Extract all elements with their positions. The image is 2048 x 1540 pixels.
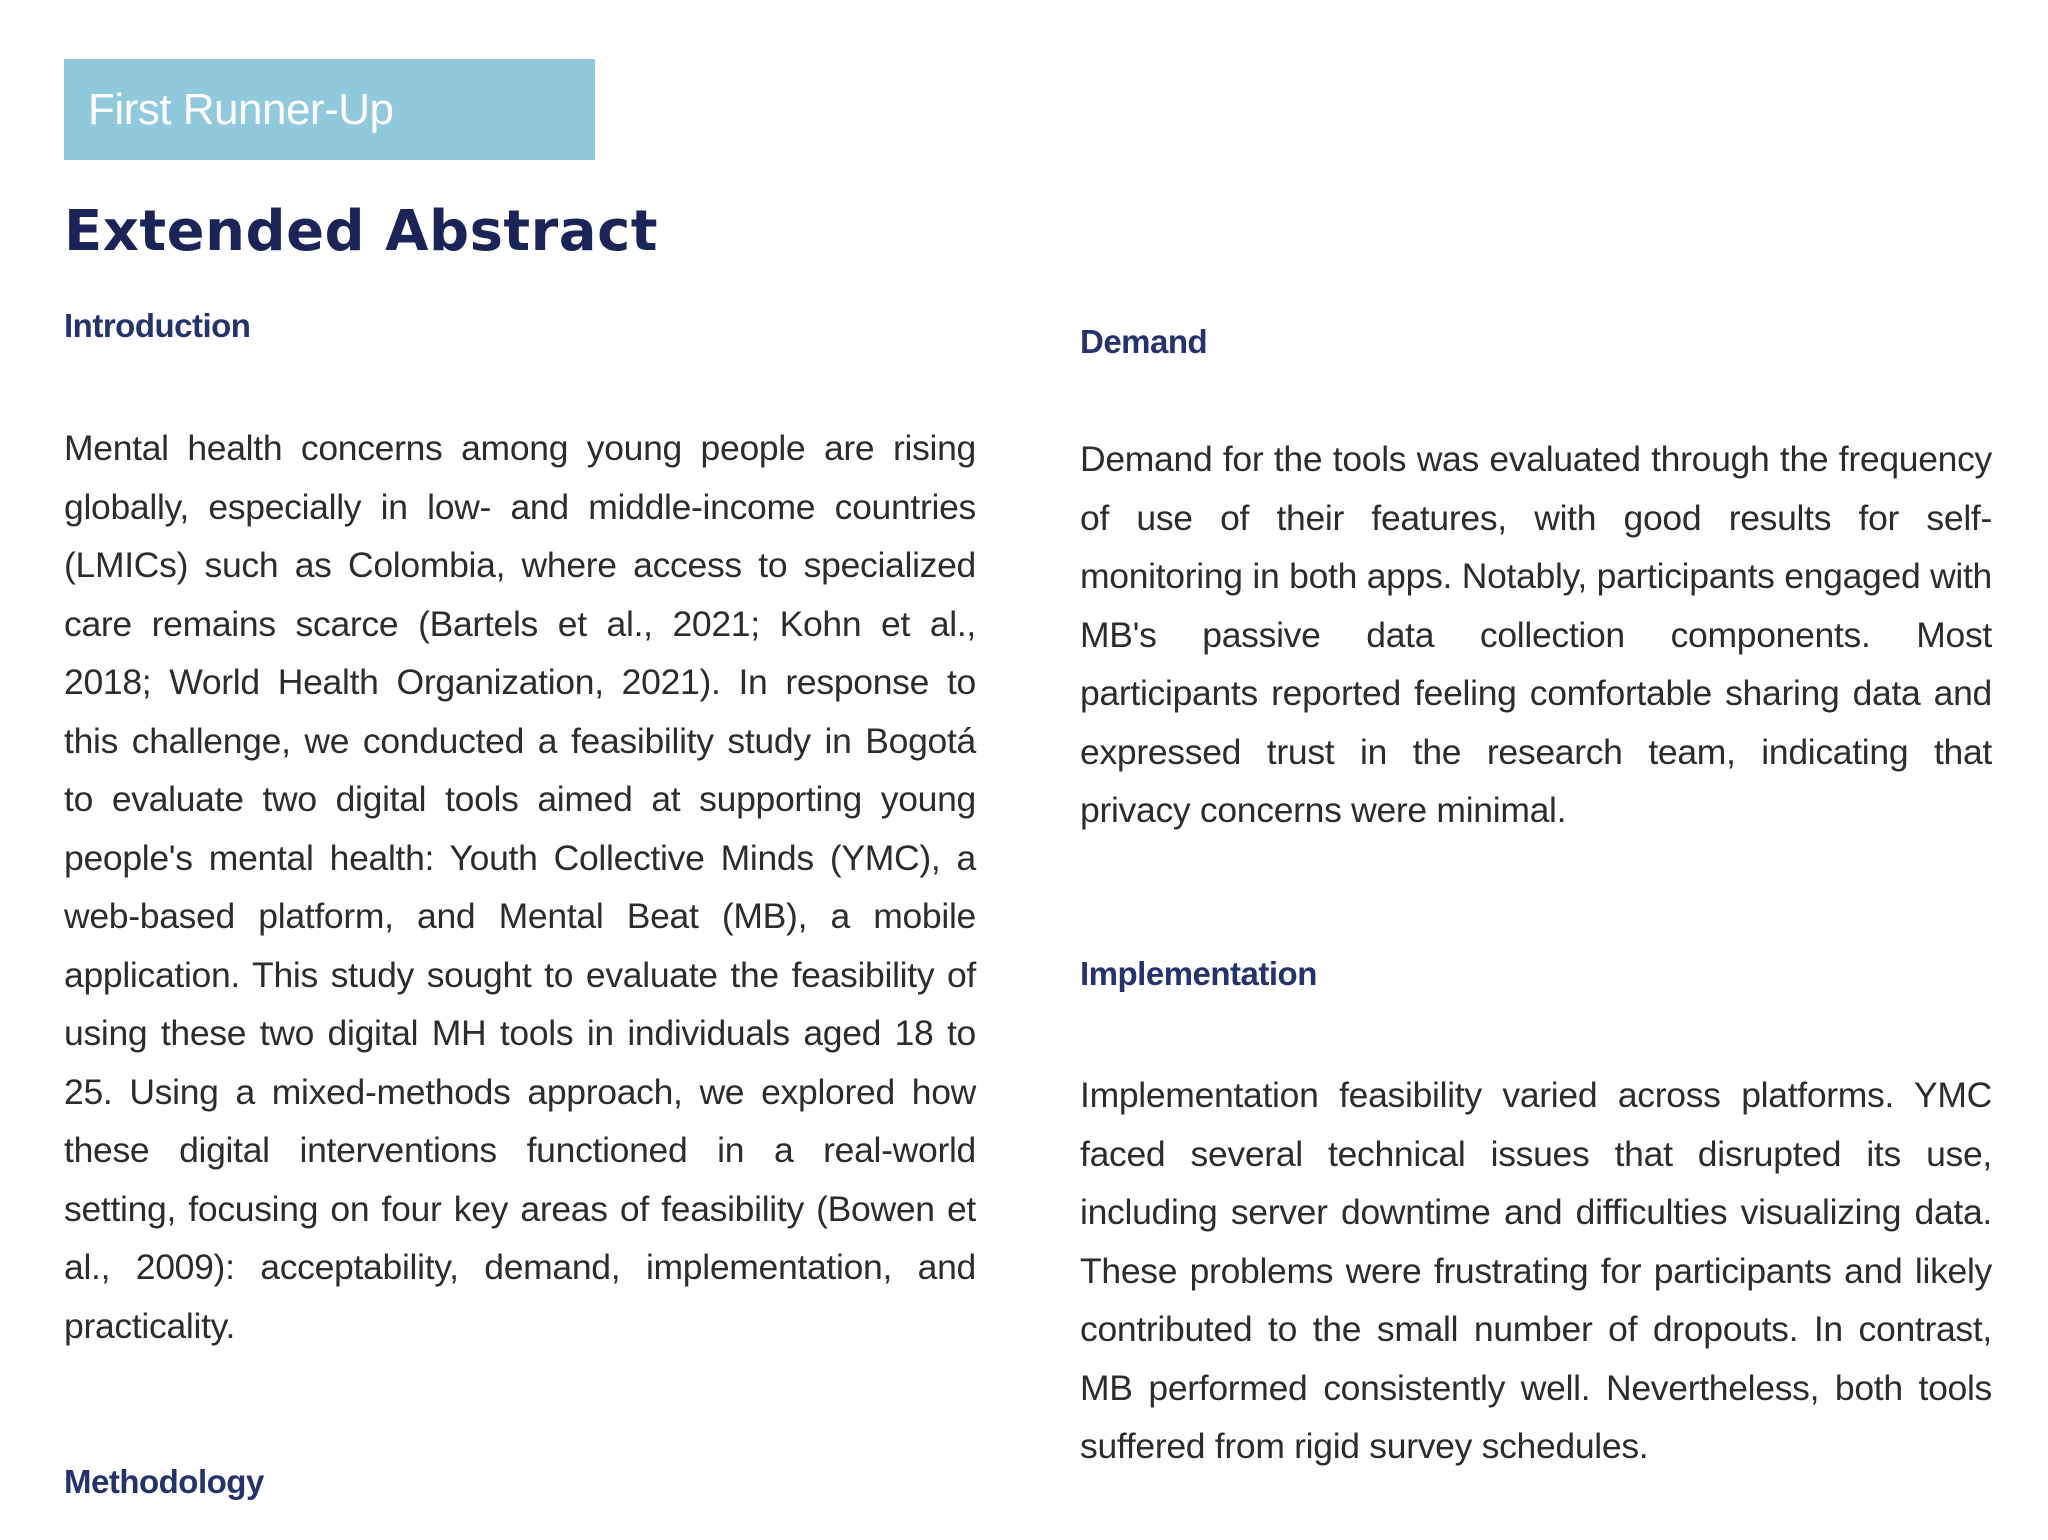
section-heading-introduction: Introduction	[64, 307, 251, 344]
demand-paragraph: Demand for the tools was evaluated through the frequency of use of their features, with good results for self-monitoring in both apps. Notably, participants engaged with MB's passive data collection components. Most participants reported feeling comfortable sharing data and expressed trust in the research team, indicating that privacy concerns were minimal.	[1080, 439, 1992, 830]
award-badge	[64, 59, 595, 160]
section-heading-demand: Demand	[1080, 323, 1208, 360]
section-heading-implementation: Implementation	[1080, 955, 1317, 992]
page-title: Extended Abstract	[64, 199, 659, 264]
introduction-paragraph: Mental health concerns among young people are rising globally, especially in low- and middle-income countries (LMICs) such as Colombia, where access to specialized care remains scarce (Bartels et al., 2021; Kohn et al., 2018; World Health Organization, 2021). In response to this challenge, we conducted a feasibility study in Bogotá to evaluate two digital tools aimed at supporting young people's mental health: Youth Collective Minds (YMC), a web-based platform, and Mental Beat (MB), a mobile application. This study sought to evaluate the feasibility of using these two digital MH tools in individuals aged 18 to 25. Using a mixed-methods approach, we explored how these digital interventions functioned in a real-world setting, focusing on four key areas of feasibility (Bowen et al., 2009): acceptability, demand, implementation, and practicality.	[64, 428, 976, 1346]
implementation-paragraph: Implementation feasibility varied across platforms. YMC faced several technical issues that disrupted its use, including server downtime and difficulties visualizing data. These problems were frustrating for participants and likely contributed to the small number of dropouts. In contrast, MB performed consistently well. Nevertheless, both tools suffered from rigid survey schedules.	[1080, 1075, 1992, 1466]
section-heading-methodology: Methodology	[64, 1463, 264, 1500]
award-badge-label: First Runner-Up	[88, 84, 394, 134]
